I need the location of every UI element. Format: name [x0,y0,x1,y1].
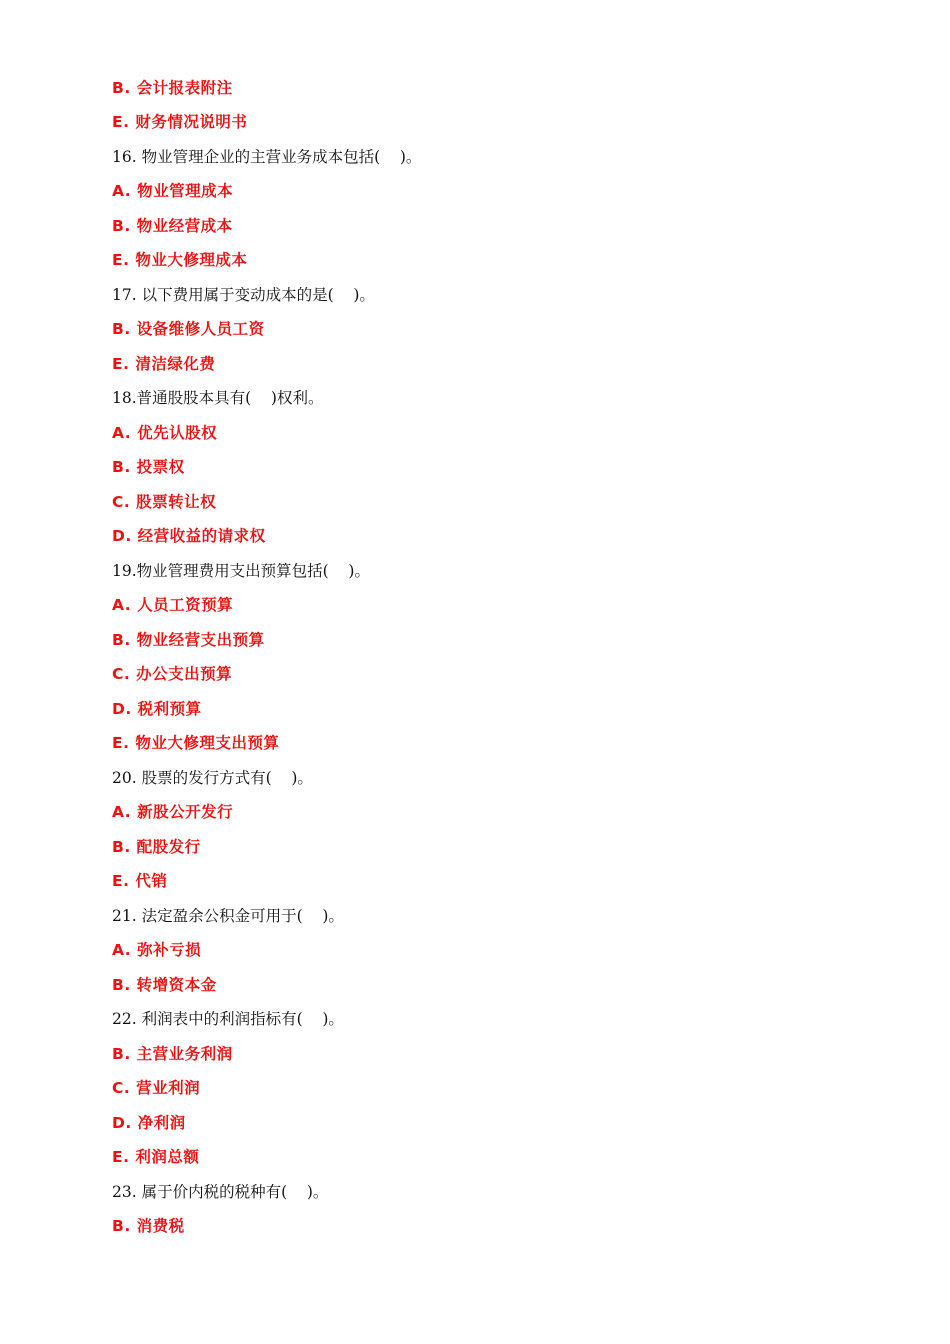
question-text: 23. 属于价内税的税种有( )。 [112,1183,329,1201]
answer-option: E. 物业大修理支出预算 [112,734,280,752]
question-text: 21. 法定盈余公积金可用于( )。 [112,907,344,925]
question-text: 19.物业管理费用支出预算包括( )。 [112,562,370,580]
answer-option: C. 股票转让权 [112,493,217,511]
question-text: 16. 物业管理企业的主营业务成本包括( )。 [112,148,422,166]
answer-option: D. 经营收益的请求权 [112,527,266,545]
answer-option: C. 营业利润 [112,1079,201,1097]
answer-option: E. 清洁绿化费 [112,355,216,373]
answer-option: B. 物业经营成本 [112,217,233,235]
question-text: 20. 股票的发行方式有( )。 [112,769,313,787]
answer-option: A. 物业管理成本 [112,182,234,200]
answer-option: E. 财务情况说明书 [112,113,248,131]
answer-option: E. 物业大修理成本 [112,251,248,269]
question-text: 22. 利润表中的利润指标有( )。 [112,1010,344,1028]
answer-option: B. 消费税 [112,1217,185,1235]
answer-option: B. 转增资本金 [112,976,217,994]
answer-option: D. 税利预算 [112,700,202,718]
answer-option: C. 办公支出预算 [112,665,233,683]
answer-option: E. 利润总额 [112,1148,200,1166]
question-text: 17. 以下费用属于变动成本的是( )。 [112,286,375,304]
answer-option: A. 人员工资预算 [112,596,234,614]
answer-option: B. 配股发行 [112,838,201,856]
answer-option: A. 弥补亏损 [112,941,202,959]
answer-option: D. 净利润 [112,1114,186,1132]
answer-option: A. 优先认股权 [112,424,218,442]
answer-option: B. 投票权 [112,458,185,476]
answer-option: B. 会计报表附注 [112,79,233,97]
question-text: 18.普通股股本具有( )权利。 [112,389,324,407]
answer-option: B. 物业经营支出预算 [112,631,265,649]
answer-option: A. 新股公开发行 [112,803,234,821]
answer-option: B. 设备维修人员工资 [112,320,265,338]
answer-option: E. 代销 [112,872,168,890]
answer-option: B. 主营业务利润 [112,1045,233,1063]
